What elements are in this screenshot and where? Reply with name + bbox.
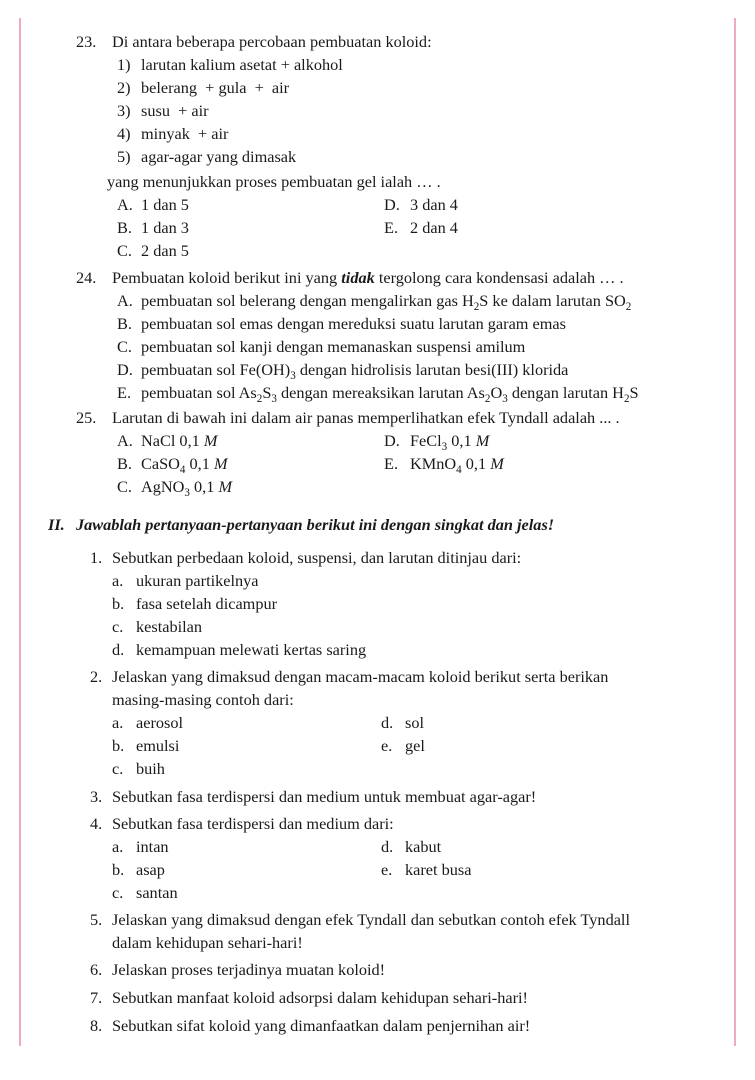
- option-text: CaSO$_4$ 0,1 M: [141, 454, 228, 476]
- list-item-key: c.: [112, 617, 124, 636]
- question-text: Sebutkan manfaat koloid adsorpsi dalam kehidupan sehari-hari!: [112, 988, 528, 1007]
- option-key: C.: [117, 241, 132, 260]
- question-number: 23.: [76, 32, 97, 51]
- option-text: 1 dan 3: [141, 218, 189, 237]
- question-number: 1.: [90, 548, 103, 567]
- option-text: pembuatan sol kanji dengan memanaskan suspensi amilum: [141, 337, 526, 356]
- list-item-key: a.: [112, 837, 124, 856]
- section-title: Jawablah pertanyaan-pertanyaan berikut ini dengan singkat dan jelas!: [76, 515, 555, 534]
- option-key: D.: [384, 195, 400, 214]
- question-number: 8.: [90, 1016, 103, 1035]
- option-key: C.: [117, 477, 132, 496]
- list-item: emulsi: [136, 736, 180, 755]
- question-number: 6.: [90, 960, 103, 979]
- right-margin-rule: [734, 18, 736, 1046]
- list-item-key: b.: [112, 594, 125, 613]
- question-stem-line-2: masing-masing contoh dari:: [112, 690, 294, 709]
- list-item-key: e.: [381, 736, 393, 755]
- list-item: asap: [136, 860, 165, 879]
- list-item-key: b.: [112, 860, 125, 879]
- option-text: 3 dan 4: [410, 195, 458, 214]
- option-key: D.: [384, 431, 400, 450]
- list-item: karet busa: [405, 860, 472, 879]
- list-item-key: b.: [112, 736, 125, 755]
- list-item: kabut: [405, 837, 442, 856]
- list-item: ukuran partikelnya: [136, 571, 259, 590]
- list-item: aerosol: [136, 713, 184, 732]
- option-key: A.: [117, 195, 133, 214]
- question-number: 2.: [90, 667, 103, 686]
- question-text: Sebutkan sifat koloid yang dimanfaatkan dalam penjernihan air!: [112, 1016, 531, 1035]
- list-item-key: a.: [112, 713, 124, 732]
- list-item-number: 2): [117, 78, 131, 97]
- option-key: A.: [117, 431, 133, 450]
- option-key: D.: [117, 360, 133, 379]
- list-item: agar-agar yang dimasak: [141, 147, 297, 166]
- question-stem-line-1: Jelaskan yang dimaksud dengan macam-macam koloid berikut serta berikan: [112, 667, 609, 686]
- question-text: Jelaskan proses terjadinya muatan koloid!: [112, 960, 386, 979]
- option-text: 2 dan 5: [141, 241, 189, 260]
- option-text: 1 dan 5: [141, 195, 189, 214]
- list-item-key: d.: [112, 640, 125, 659]
- list-item: buih: [136, 759, 165, 778]
- option-text: pembuatan sol emas dengan mereduksi suatu larutan garam emas: [141, 314, 566, 333]
- question-stem: Sebutkan fasa terdispersi dan medium dari:: [112, 814, 394, 833]
- list-item: belerang + gula + air: [141, 78, 290, 97]
- option-text: pembuatan sol $As_2S_3$ dengan mereaksikan larutan $As_2O_3$ dengan larutan $H_2S$: [141, 383, 639, 405]
- question-stem: Pembuatan koloid berikut ini yang tidak tergolong cara kondensasi adalah … .: [112, 268, 624, 287]
- list-item-key: d.: [381, 713, 394, 732]
- list-item-number: 4): [117, 124, 131, 143]
- question-number: 25.: [76, 408, 97, 427]
- question-number: 3.: [90, 787, 103, 806]
- question-stem: Sebutkan perbedaan koloid, suspensi, dan larutan ditinjau dari:: [112, 548, 522, 567]
- question-number: 4.: [90, 814, 103, 833]
- question-stem: Larutan di bawah ini dalam air panas memperlihatkan efek Tyndall adalah ... .: [112, 408, 620, 427]
- section-number: II.: [48, 515, 65, 534]
- question-number: 24.: [76, 268, 97, 287]
- list-item: susu + air: [141, 101, 209, 120]
- list-item: intan: [136, 837, 169, 856]
- option-key: E.: [384, 218, 399, 237]
- list-item: larutan kalium asetat + alkohol: [141, 55, 343, 74]
- list-item: fasa setelah dicampur: [136, 594, 278, 613]
- question-number: 7.: [90, 988, 103, 1007]
- question-stem: Di antara beberapa percobaan pembuatan koloid:: [112, 32, 432, 51]
- list-item-key: a.: [112, 571, 124, 590]
- option-text: pembuatan sol $Fe(OH)_3$ dengan hidrolisis larutan besi(III) klorida: [141, 360, 569, 382]
- list-item: sol: [405, 713, 425, 732]
- question-tail: yang menunjukkan proses pembuatan gel ialah … .: [107, 172, 441, 191]
- question-number: 5.: [90, 910, 103, 929]
- list-item-key: e.: [381, 860, 393, 879]
- list-item-key: c.: [112, 759, 124, 778]
- question-text-line-1: Jelaskan yang dimaksud dengan efek Tyndall dan sebutkan contoh efek Tyndall: [112, 910, 630, 929]
- option-key: E.: [384, 454, 399, 473]
- option-key: E.: [117, 383, 132, 402]
- list-item: kemampuan melewati kertas saring: [136, 640, 367, 659]
- option-text: pembuatan sol belerang dengan mengalirkan gas $H_2S$ ke dalam larutan $SO_2$: [141, 291, 632, 313]
- list-item: kestabilan: [136, 617, 203, 636]
- question-text: Sebutkan fasa terdispersi dan medium untuk membuat agar-agar!: [112, 787, 537, 806]
- option-key: B.: [117, 314, 132, 333]
- option-key: B.: [117, 218, 132, 237]
- list-item-number: 5): [117, 147, 131, 166]
- option-text: KMnO$_4$ 0,1 M: [410, 454, 504, 476]
- option-text: NaCl 0,1 M: [141, 431, 218, 450]
- list-item: santan: [136, 883, 178, 902]
- option-text: FeCl$_3$ 0,1 M: [410, 431, 490, 453]
- option-key: C.: [117, 337, 132, 356]
- option-key: A.: [117, 291, 133, 310]
- option-key: B.: [117, 454, 132, 473]
- option-text: AgNO$_3$ 0,1 M: [141, 477, 233, 499]
- list-item-number: 1): [117, 55, 131, 74]
- list-item-key: c.: [112, 883, 124, 902]
- list-item: minyak + air: [141, 124, 229, 143]
- question-text-line-2: dalam kehidupan sehari-hari!: [112, 933, 303, 952]
- list-item-key: d.: [381, 837, 394, 856]
- list-item: gel: [405, 736, 425, 755]
- list-item-number: 3): [117, 101, 131, 120]
- left-margin-rule: [19, 18, 21, 1046]
- option-text: 2 dan 4: [410, 218, 458, 237]
